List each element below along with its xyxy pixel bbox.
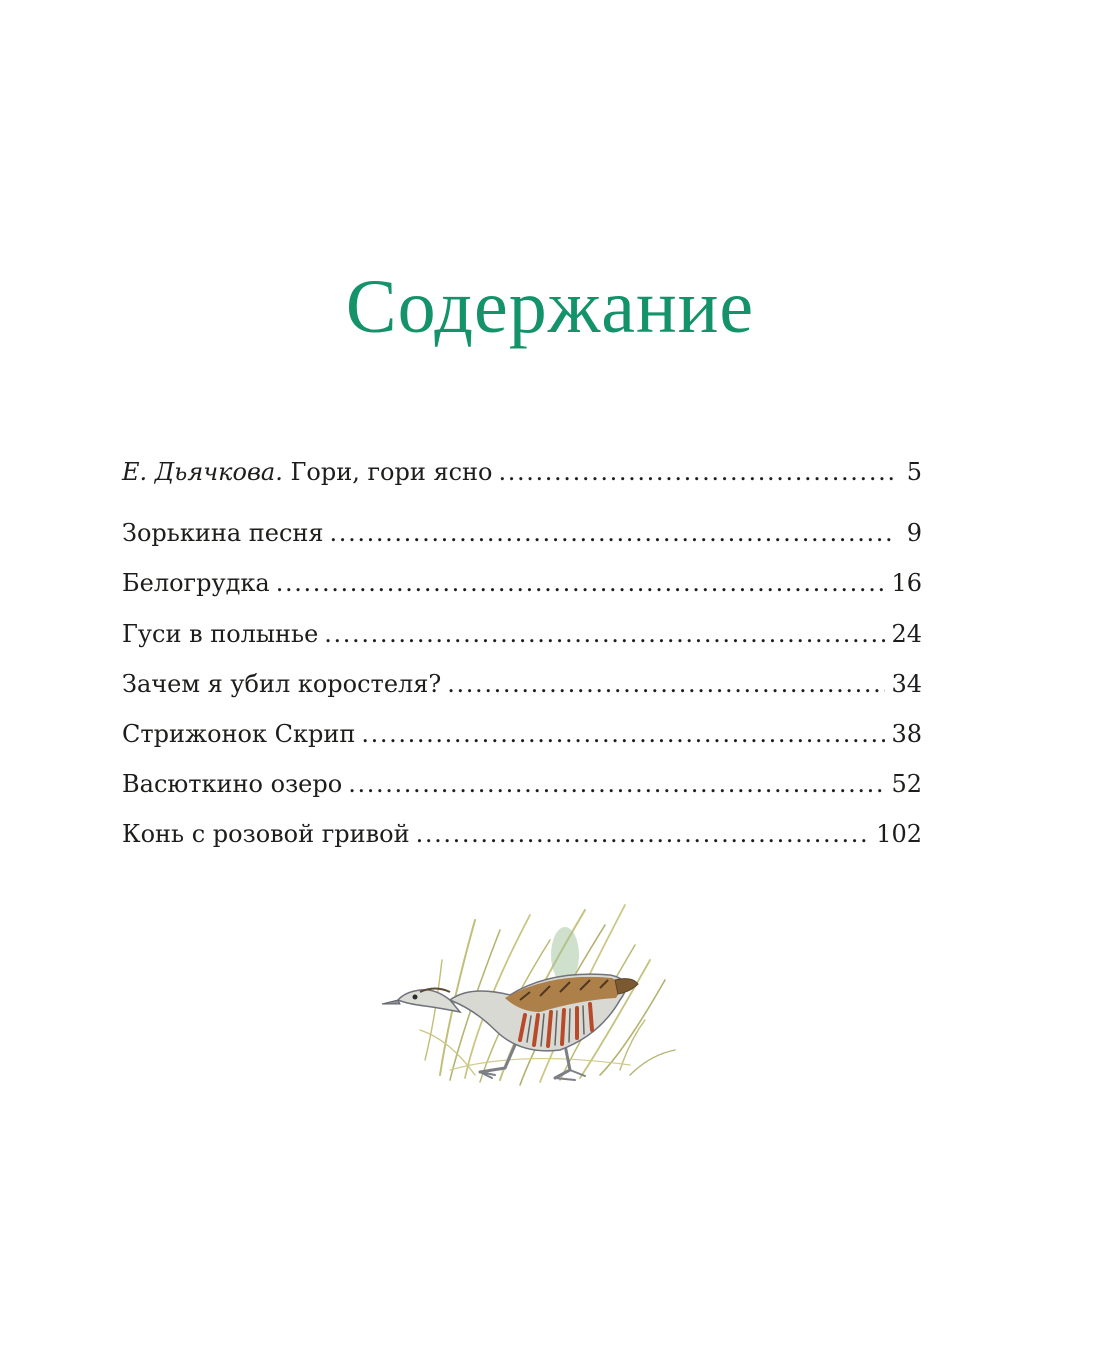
toc-page-number: 38 [891, 720, 922, 748]
toc-entry-title: Стрижонок Скрип [122, 720, 356, 748]
toc-page-number: 9 [906, 519, 922, 547]
toc-leader-dots [330, 516, 896, 550]
toc-entry[interactable] [122, 767, 922, 801]
toc-entry[interactable] [122, 617, 922, 651]
toc-page-number: 24 [891, 620, 922, 648]
toc-entry[interactable] [122, 817, 922, 851]
toc-entry-title: Белогрудка [122, 569, 270, 597]
toc-entry[interactable] [122, 667, 922, 701]
toc-entry[interactable] [122, 566, 922, 600]
toc-page-number: 52 [891, 770, 922, 798]
toc-entry-title: Конь с розовой гривой [122, 820, 410, 848]
toc-entry-title: Зачем я убил коростеля? [122, 670, 442, 698]
toc-entry-title: Гуси в полынье [122, 620, 319, 648]
toc-leader-dots [324, 617, 885, 651]
toc-page-number: 34 [891, 670, 922, 698]
toc-page-number: 5 [906, 458, 922, 486]
toc-entry-author: Е. Дьячкова. [122, 458, 283, 486]
toc-leader-dots [499, 455, 897, 489]
page-title: Содержание [345, 265, 755, 349]
toc-leader-dots [447, 667, 885, 701]
toc-entry[interactable] [122, 455, 922, 489]
toc-leader-dots [361, 717, 885, 751]
toc-entry-title: Зорькина песня [122, 519, 324, 547]
bird [382, 974, 638, 1080]
toc-entry-title: Васюткино озеро [122, 770, 343, 798]
toc-leader-dots [348, 767, 885, 801]
toc-entry[interactable] [122, 516, 922, 550]
toc-leader-dots [416, 817, 871, 851]
toc-page-number: 16 [891, 569, 922, 597]
corncrake-bird-illustration [380, 900, 680, 1120]
toc-leader-dots [276, 566, 886, 600]
toc-page-number: 102 [876, 820, 922, 848]
toc-entry[interactable] [122, 717, 922, 751]
toc-entry-title: Е. Дьячкова. Гори, гори ясно [122, 458, 493, 486]
